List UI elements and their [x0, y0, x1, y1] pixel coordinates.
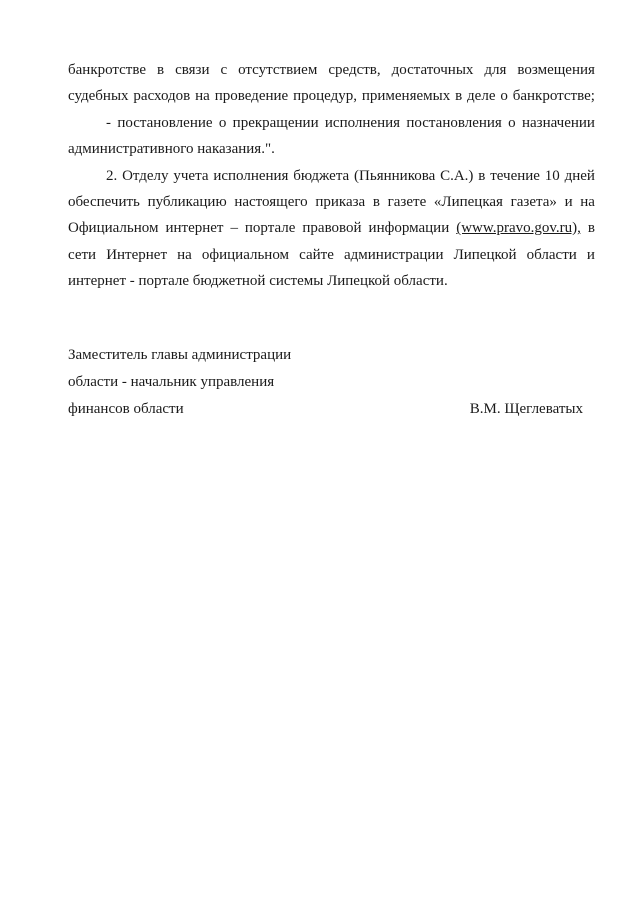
document-body	[68, 57, 595, 295]
signature-position-line-2: области - начальник управления	[68, 374, 275, 390]
paragraph-termination	[68, 110, 595, 163]
signatory-name: В.М. Щеглеватых	[469, 401, 583, 417]
text-line: 2. Отделу учета исполнения бюджета (Пьянникова С.А.) в течение 10 дней	[106, 167, 595, 184]
text-line: судебных расходов на проведение процедур, применяемых в деле о банкротстве;	[68, 88, 595, 105]
signature-position-line-3: финансов области В.М. Щеглеватых	[68, 396, 583, 423]
text-line: обеспечить публикацию настоящего приказа в газете «Липецкая газета» и на	[68, 193, 595, 210]
paragraph-publication	[68, 163, 595, 295]
text-line: банкротстве в связи с отсутствием средств, достаточных для возмещения	[68, 62, 595, 78]
signature-position-line-1: Заместитель главы администрации	[68, 347, 292, 363]
paragraph-bankruptcy	[68, 57, 595, 110]
text-line: сети Интернет на официальном сайте администрации Липецкой области и	[68, 246, 595, 263]
text-line: интернет - портале бюджетной системы Липецкой области.	[68, 273, 448, 290]
text-line: административного наказания.".	[68, 141, 275, 158]
signature-block	[68, 342, 583, 423]
text-line: Официальном интернет – портале правовой информации (www.pravo.gov.ru), в	[68, 215, 595, 241]
pravo-gov-link[interactable]: (www.pravo.gov.ru),	[456, 220, 581, 237]
text-line: - постановление о прекращении исполнения постановления о назначении	[106, 114, 595, 131]
